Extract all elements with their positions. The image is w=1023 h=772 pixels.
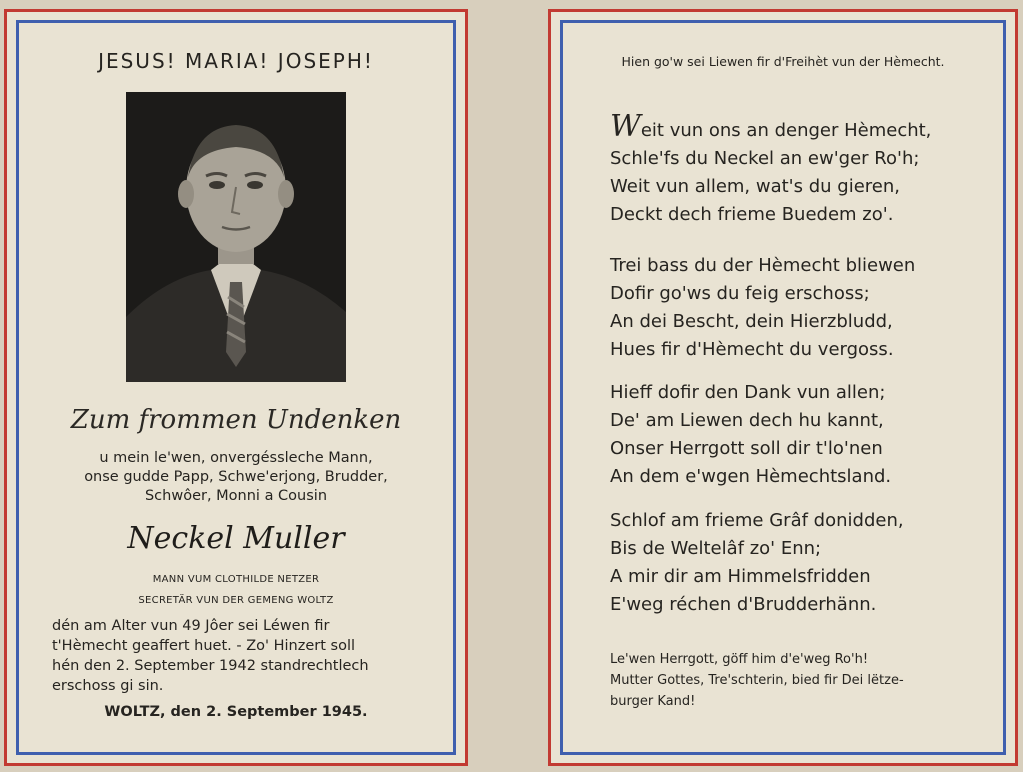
biography-line: erschoss gi sin. — [52, 678, 164, 694]
biography-line: dén am Alter vun 49 Jôer sei Léwen fir — [52, 618, 330, 634]
prayer-line: Le'wen Herrgott, göff him d'e'weg Ro'h! — [610, 652, 869, 667]
memorial-card-right — [548, 9, 1018, 766]
memorial-card-left — [4, 9, 468, 766]
poem-line: An dem e'wgen Hèmechtsland. — [610, 466, 892, 487]
prayer-line: Mutter Gottes, Tre'schterin, bied fir Dei lëtze- — [610, 673, 904, 688]
drop-cap: W — [610, 109, 641, 144]
poem-line: An dei Bescht, dein Hierzbludd, — [610, 311, 893, 332]
poem-line: Dofir go'ws du feig erschoss; — [610, 283, 870, 304]
poem-line: Schlof am frieme Grâf donidden, — [610, 510, 904, 531]
poem-line: Hieff dofir den Dank vun allen; — [610, 382, 886, 403]
stanza-3 — [610, 379, 990, 491]
poem-line: Onser Herrgott soll dir t'lo'nen — [610, 438, 883, 459]
poem-line: Hues fir d'Hèmecht du vergoss. — [610, 339, 894, 360]
place-date: WOLTZ, den 2. September 1945. — [104, 704, 368, 720]
stanza-4 — [610, 507, 990, 619]
prayer-line: burger Kand! — [610, 694, 696, 709]
role-line: SECRETÄR VUN DER GEMENG WOLTZ — [138, 595, 334, 606]
role-line: MANN VUM CLOTHILDE NETZER — [152, 574, 320, 585]
relations-line: onse gudde Papp, Schwe'erjong, Brudder, — [84, 469, 388, 485]
relations-line: Schwôer, Monni a Cousin — [144, 488, 328, 504]
stanza-2 — [610, 252, 990, 364]
poem-header: Hien go'w sei Liewen fir d'Freihèt vun der Hèmecht. — [621, 54, 945, 69]
poem-line: Trei bass du der Hèmecht bliewen — [610, 255, 916, 276]
poem-line: Bis de Weltelâf zo' Enn; — [610, 538, 822, 559]
deceased-name: Neckel Muller — [127, 521, 345, 556]
biography-line: t'Hèmecht geaffert huet. - Zo' Hinzert soll — [52, 638, 356, 654]
portrait-photo — [126, 92, 346, 382]
stanza-1 — [610, 109, 990, 229]
dedication-heading: Zum frommen Undenken — [70, 405, 402, 435]
biography-text — [52, 616, 422, 696]
poem-line: Deckt dech frieme Buedem zo'. — [610, 204, 894, 225]
poem-line: E'weg réchen d'Brudderhänn. — [610, 594, 877, 615]
poem-line: Schle'fs du Neckel an ew'ger Ro'h; — [610, 148, 920, 169]
poem-line-rest: eit vun ons an denger Hèmecht, — [640, 120, 932, 141]
poem-line: Weit vun allem, wat's du gieren, — [610, 176, 900, 197]
biography-line: hén den 2. September 1942 standrechtlech — [52, 658, 369, 674]
relations-line: u mein le'wen, onvergéssleche Mann, — [99, 450, 373, 466]
poem-line: De' am Liewen dech hu kannt, — [610, 410, 884, 431]
poem-line: A mir dir am Himmelsfridden — [610, 566, 871, 587]
prayer-text — [610, 649, 970, 712]
invocation-heading: JESUS! MARIA! JOSEPH! — [98, 49, 374, 73]
relations-text — [4, 449, 468, 506]
poem-line — [610, 109, 990, 145]
roles-text — [4, 569, 468, 611]
